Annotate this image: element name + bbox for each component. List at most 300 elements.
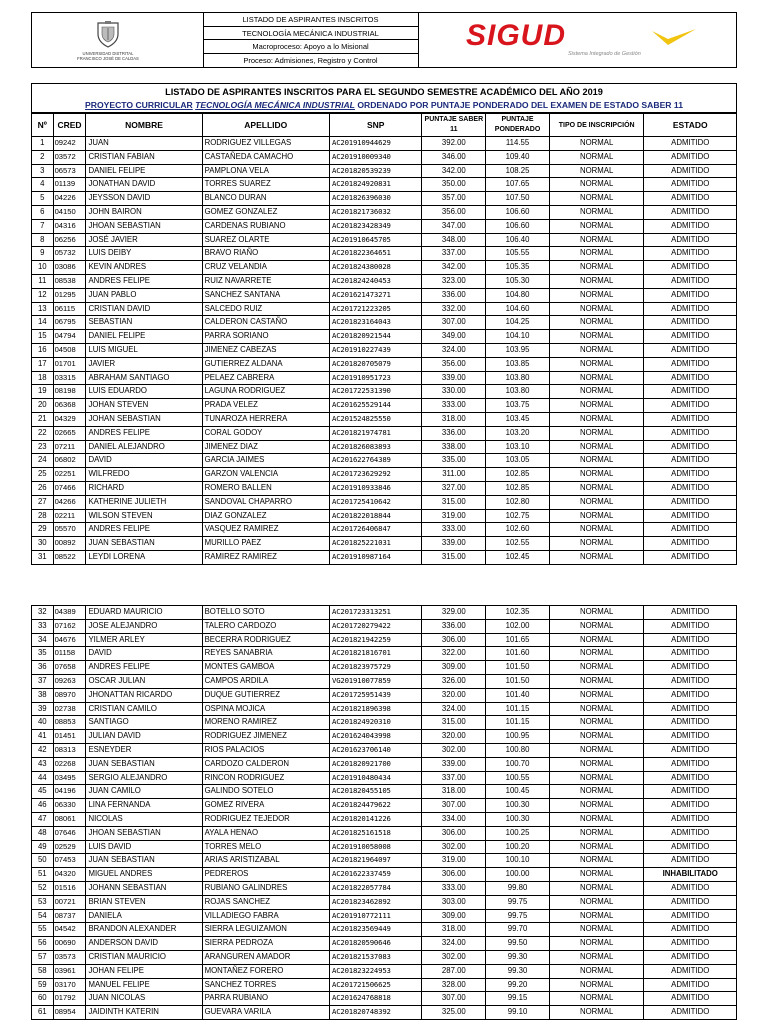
row-nombre: JUAN PABLO (86, 288, 202, 302)
row-tipo: NORMAL (549, 895, 644, 909)
row-snp: AC201825161518 (330, 826, 422, 840)
row-snp: AC201820590646 (330, 937, 422, 951)
row-tipo: NORMAL (549, 219, 644, 233)
row-nombre: MIGUEL ANDRES (86, 868, 202, 882)
row-number: 10 (32, 261, 54, 275)
row-number: 54 (32, 909, 54, 923)
row-number: 24 (32, 454, 54, 468)
row-tipo: NORMAL (549, 661, 644, 675)
row-cred: 04794 (53, 330, 86, 344)
row-tipo: NORMAL (549, 799, 644, 813)
row-estado: ADMITIDO (644, 1006, 737, 1020)
row-number: 13 (32, 302, 54, 316)
row-apellido: CARDENAS RUBIANO (202, 219, 329, 233)
row-cred: 06256 (53, 233, 86, 247)
row-nombre: CRISTIAN DAVID (86, 302, 202, 316)
university-shield-icon (94, 20, 122, 48)
row-snp: AC201821896398 (330, 702, 422, 716)
document-header (31, 12, 737, 68)
row-tipo: NORMAL (549, 178, 644, 192)
row-tipo: NORMAL (549, 288, 644, 302)
row-snp: AC201726406847 (330, 523, 422, 537)
table-row (32, 688, 737, 702)
row-tipo: NORMAL (549, 826, 644, 840)
row-cred: 01139 (53, 178, 86, 192)
row-tipo: NORMAL (549, 523, 644, 537)
row-cred: 08853 (53, 716, 86, 730)
row-cred: 04508 (53, 343, 86, 357)
row-cred: 03572 (53, 150, 86, 164)
col-header-apellido: APELLIDO (202, 114, 329, 137)
row-saber11: 325.00 (422, 1006, 486, 1020)
row-saber11: 324.00 (422, 937, 486, 951)
row-estado: ADMITIDO (644, 192, 737, 206)
row-tipo: NORMAL (549, 937, 644, 951)
row-apellido: LAGUNA RODRIGUEZ (202, 385, 329, 399)
row-nombre: OSCAR JULIAN (86, 674, 202, 688)
row-estado: ADMITIDO (644, 371, 737, 385)
row-estado: ADMITIDO (644, 247, 737, 261)
row-tipo: NORMAL (549, 978, 644, 992)
row-ponderado: 99.10 (486, 1006, 550, 1020)
row-apellido: DUQUE GUTIERREZ (202, 688, 329, 702)
row-nombre: YILMER ARLEY (86, 633, 202, 647)
row-saber11: 306.00 (422, 633, 486, 647)
row-apellido: OSPINA MOJICA (202, 702, 329, 716)
row-estado: ADMITIDO (644, 757, 737, 771)
row-tipo: NORMAL (549, 619, 644, 633)
row-nombre: LUIS EDUARDO (86, 385, 202, 399)
row-apellido: CASTAÑEDA CAMACHO (202, 150, 329, 164)
row-saber11: 346.00 (422, 150, 486, 164)
row-nombre: ABRAHAM SANTIAGO (86, 371, 202, 385)
row-nombre: JUAN (86, 137, 202, 151)
row-estado: ADMITIDO (644, 702, 737, 716)
row-cred: 06795 (53, 316, 86, 330)
row-tipo: NORMAL (549, 992, 644, 1006)
row-ponderado: 102.55 (486, 537, 550, 551)
row-number: 48 (32, 826, 54, 840)
table-row (32, 302, 737, 316)
row-number: 22 (32, 426, 54, 440)
row-saber11: 287.00 (422, 964, 486, 978)
row-estado: ADMITIDO (644, 799, 737, 813)
row-apellido: CALDERON CASTAÑO (202, 316, 329, 330)
row-saber11: 349.00 (422, 330, 486, 344)
row-estado: ADMITIDO (644, 854, 737, 868)
row-tipo: NORMAL (549, 164, 644, 178)
row-saber11: 339.00 (422, 757, 486, 771)
row-tipo: NORMAL (549, 385, 644, 399)
row-ponderado: 105.55 (486, 247, 550, 261)
col-header-cred: CRED (53, 114, 86, 137)
applicants-table-1 (31, 113, 737, 565)
row-estado: ADMITIDO (644, 178, 737, 192)
row-apellido: SUAREZ OLARTE (202, 233, 329, 247)
row-apellido: PARRA SORIANO (202, 330, 329, 344)
row-apellido: BOTELLO SOTO (202, 606, 329, 620)
row-snp: AC201721223205 (330, 302, 422, 316)
row-ponderado: 101.15 (486, 702, 550, 716)
row-saber11: 342.00 (422, 261, 486, 275)
row-apellido: RINCON RODRIGUEZ (202, 771, 329, 785)
row-ponderado: 100.30 (486, 812, 550, 826)
row-cred: 00721 (53, 895, 86, 909)
row-ponderado: 102.45 (486, 550, 550, 564)
row-nombre: RICHARD (86, 481, 202, 495)
row-number: 5 (32, 192, 54, 206)
university-logo-cell (32, 13, 204, 67)
row-number: 44 (32, 771, 54, 785)
row-saber11: 323.00 (422, 274, 486, 288)
row-number: 53 (32, 895, 54, 909)
row-estado: ADMITIDO (644, 812, 737, 826)
row-tipo: NORMAL (549, 150, 644, 164)
row-cred: 08198 (53, 385, 86, 399)
row-estado: ADMITIDO (644, 316, 737, 330)
row-ponderado: 100.20 (486, 840, 550, 854)
row-saber11: 307.00 (422, 799, 486, 813)
row-snp: AC201820141226 (330, 812, 422, 826)
row-estado: ADMITIDO (644, 978, 737, 992)
row-saber11: 336.00 (422, 426, 486, 440)
row-tipo: NORMAL (549, 302, 644, 316)
row-apellido: TORRES MELO (202, 840, 329, 854)
row-snp: AC201623706140 (330, 743, 422, 757)
row-number: 15 (32, 330, 54, 344)
row-nombre: JHOAN SEBASTIAN (86, 219, 202, 233)
row-estado: ADMITIDO (644, 205, 737, 219)
row-tipo: NORMAL (549, 233, 644, 247)
row-nombre: EDUARD MAURICIO (86, 606, 202, 620)
row-apellido: ARANGUREN AMADOR (202, 950, 329, 964)
row-estado: ADMITIDO (644, 399, 737, 413)
row-apellido: RODRIGUEZ TEJEDOR (202, 812, 329, 826)
row-saber11: 318.00 (422, 412, 486, 426)
row-nombre: LUIS DEIBY (86, 247, 202, 261)
table-row (32, 619, 737, 633)
row-estado: ADMITIDO (644, 219, 737, 233)
row-nombre: KATHERINE JULIETH (86, 495, 202, 509)
row-snp: AC201910058008 (330, 840, 422, 854)
row-number: 61 (32, 1006, 54, 1020)
row-nombre: DAVID (86, 454, 202, 468)
row-saber11: 319.00 (422, 854, 486, 868)
row-estado: ADMITIDO (644, 730, 737, 744)
table-row (32, 840, 737, 854)
row-estado: ADMITIDO (644, 509, 737, 523)
row-ponderado: 102.35 (486, 606, 550, 620)
row-cred: 05570 (53, 523, 86, 537)
row-ponderado: 99.15 (486, 992, 550, 1006)
row-number: 14 (32, 316, 54, 330)
row-ponderado: 99.30 (486, 950, 550, 964)
row-nombre: CRISTIAN FABIAN (86, 150, 202, 164)
row-apellido: TALERO CARDOZO (202, 619, 329, 633)
row-ponderado: 106.60 (486, 205, 550, 219)
row-apellido: JIMENEZ CABEZAS (202, 343, 329, 357)
row-estado: ADMITIDO (644, 385, 737, 399)
table-row (32, 909, 737, 923)
row-cred: 03315 (53, 371, 86, 385)
row-snp: AC201824920310 (330, 716, 422, 730)
row-estado: ADMITIDO (644, 164, 737, 178)
row-number: 19 (32, 385, 54, 399)
row-estado: ADMITIDO (644, 840, 737, 854)
row-nombre: WILFREDO (86, 468, 202, 482)
header-info (203, 13, 419, 67)
row-number: 16 (32, 343, 54, 357)
row-cred: 02268 (53, 757, 86, 771)
row-number: 43 (32, 757, 54, 771)
row-tipo: NORMAL (549, 909, 644, 923)
table-row (32, 964, 737, 978)
row-ponderado: 103.20 (486, 426, 550, 440)
table-row (32, 674, 737, 688)
row-ponderado: 99.50 (486, 937, 550, 951)
row-ponderado: 114.55 (486, 137, 550, 151)
row-snp: AC201822057784 (330, 881, 422, 895)
row-ponderado: 103.80 (486, 371, 550, 385)
row-cred: 08954 (53, 1006, 86, 1020)
row-ponderado: 100.30 (486, 799, 550, 813)
row-cred: 09263 (53, 674, 86, 688)
row-saber11: 309.00 (422, 909, 486, 923)
row-estado: ADMITIDO (644, 992, 737, 1006)
table-row (32, 950, 737, 964)
col-header-tipo: TIPO DE INSCRIPCIÓN (549, 114, 644, 137)
row-estado: ADMITIDO (644, 261, 737, 275)
row-tipo: NORMAL (549, 137, 644, 151)
row-snp: AC201723313251 (330, 606, 422, 620)
table-row (32, 274, 737, 288)
row-snp: AC201821736032 (330, 205, 422, 219)
row-ponderado: 102.00 (486, 619, 550, 633)
row-tipo: NORMAL (549, 964, 644, 978)
row-nombre: JHONATTAN RICARDO (86, 688, 202, 702)
row-nombre: ANDRES FELIPE (86, 426, 202, 440)
row-number: 2 (32, 150, 54, 164)
row-number: 12 (32, 288, 54, 302)
row-number: 3 (32, 164, 54, 178)
row-cred: 06573 (53, 164, 86, 178)
row-saber11: 332.00 (422, 302, 486, 316)
table-row (32, 881, 737, 895)
row-number: 8 (32, 233, 54, 247)
row-number: 39 (32, 702, 54, 716)
row-number: 52 (32, 881, 54, 895)
row-saber11: 335.00 (422, 454, 486, 468)
row-number: 42 (32, 743, 54, 757)
row-snp: AC201823569449 (330, 923, 422, 937)
table-row (32, 826, 737, 840)
row-saber11: 334.00 (422, 812, 486, 826)
row-apellido: ARIAS ARISTIZABAL (202, 854, 329, 868)
row-ponderado: 108.25 (486, 164, 550, 178)
row-cred: 07466 (53, 481, 86, 495)
row-apellido: VILLADIEGO FABRA (202, 909, 329, 923)
row-number: 28 (32, 509, 54, 523)
row-ponderado: 103.85 (486, 357, 550, 371)
row-saber11: 315.00 (422, 550, 486, 564)
row-apellido: REYES SANABRIA (202, 647, 329, 661)
row-ponderado: 103.75 (486, 399, 550, 413)
row-snp: AC201823975729 (330, 661, 422, 675)
table-row (32, 812, 737, 826)
row-number: 23 (32, 440, 54, 454)
row-ponderado: 103.05 (486, 454, 550, 468)
row-saber11: 339.00 (422, 537, 486, 551)
row-nombre: WILSON STEVEN (86, 509, 202, 523)
row-number: 34 (32, 633, 54, 647)
row-apellido: PRADA VELEZ (202, 399, 329, 413)
row-apellido: RODRIGUEZ JIMENEZ (202, 730, 329, 744)
row-estado: ADMITIDO (644, 426, 737, 440)
row-apellido: RUIZ NAVARRETE (202, 274, 329, 288)
row-cred: 01451 (53, 730, 86, 744)
table-row (32, 716, 737, 730)
row-saber11: 357.00 (422, 192, 486, 206)
row-snp: AC201824240453 (330, 274, 422, 288)
table-row (32, 895, 737, 909)
row-cred: 04542 (53, 923, 86, 937)
row-nombre: JUAN SEBASTIAN (86, 757, 202, 771)
row-saber11: 303.00 (422, 895, 486, 909)
row-snp: AC201826083893 (330, 440, 422, 454)
row-cred: 04320 (53, 868, 86, 882)
row-number: 26 (32, 481, 54, 495)
row-number: 32 (32, 606, 54, 620)
row-number: 47 (32, 812, 54, 826)
row-saber11: 302.00 (422, 950, 486, 964)
row-number: 27 (32, 495, 54, 509)
row-saber11: 350.00 (422, 178, 486, 192)
row-nombre: JOHN BAIRON (86, 205, 202, 219)
row-apellido: VASQUEZ RAMIREZ (202, 523, 329, 537)
row-cred: 06368 (53, 399, 86, 413)
row-nombre: CRISTIAN CAMILO (86, 702, 202, 716)
row-apellido: PELAEZ CABRERA (202, 371, 329, 385)
row-snp: AC201524825550 (330, 412, 422, 426)
row-number: 9 (32, 247, 54, 261)
row-estado: ADMITIDO (644, 454, 737, 468)
row-tipo: NORMAL (549, 454, 644, 468)
row-nombre: JUAN NICOLAS (86, 992, 202, 1006)
row-saber11: 302.00 (422, 743, 486, 757)
row-apellido: TORRES SUAREZ (202, 178, 329, 192)
row-estado: ADMITIDO (644, 826, 737, 840)
row-saber11: 328.00 (422, 978, 486, 992)
row-estado: ADMITIDO (644, 440, 737, 454)
row-estado: ADMITIDO (644, 468, 737, 482)
row-cred: 07658 (53, 661, 86, 675)
row-apellido: CRUZ VELANDIA (202, 261, 329, 275)
row-snp: AC201823164043 (330, 316, 422, 330)
row-estado: ADMITIDO (644, 647, 737, 661)
row-cred: 01295 (53, 288, 86, 302)
row-number: 25 (32, 468, 54, 482)
row-cred: 01516 (53, 881, 86, 895)
row-cred: 08061 (53, 812, 86, 826)
row-saber11: 338.00 (422, 440, 486, 454)
row-tipo: NORMAL (549, 716, 644, 730)
table-row (32, 992, 737, 1006)
row-saber11: 337.00 (422, 771, 486, 785)
row-snp: AC201824920831 (330, 178, 422, 192)
row-snp: AC201720279422 (330, 619, 422, 633)
row-cred: 08538 (53, 274, 86, 288)
row-cred: 00892 (53, 537, 86, 551)
row-cred: 06115 (53, 302, 86, 316)
row-estado: ADMITIDO (644, 233, 737, 247)
row-apellido: SANCHEZ TORRES (202, 978, 329, 992)
row-cred: 02665 (53, 426, 86, 440)
row-snp: AC201823224953 (330, 964, 422, 978)
row-number: 45 (32, 785, 54, 799)
row-nombre: DANIELA (86, 909, 202, 923)
table-row (32, 316, 737, 330)
row-saber11: 330.00 (422, 385, 486, 399)
row-saber11: 319.00 (422, 509, 486, 523)
row-cred: 08970 (53, 688, 86, 702)
row-snp: AC201910944629 (330, 137, 422, 151)
row-nombre: JEYSSON DAVID (86, 192, 202, 206)
row-tipo: NORMAL (549, 730, 644, 744)
row-cred: 04329 (53, 412, 86, 426)
table-row (32, 702, 737, 716)
row-nombre: JAIDINTH KATERIN (86, 1006, 202, 1020)
row-estado: ADMITIDO (644, 606, 737, 620)
row-apellido: SANDOVAL CHAPARRO (202, 495, 329, 509)
row-estado: ADMITIDO (644, 150, 737, 164)
row-cred: 04389 (53, 606, 86, 620)
row-tipo: NORMAL (549, 785, 644, 799)
row-cred: 08313 (53, 743, 86, 757)
row-cred: 06330 (53, 799, 86, 813)
row-tipo: NORMAL (549, 812, 644, 826)
row-saber11: 315.00 (422, 716, 486, 730)
row-ponderado: 101.15 (486, 716, 550, 730)
row-nombre: JOSE ALEJANDRO (86, 619, 202, 633)
row-tipo: NORMAL (549, 757, 644, 771)
row-ponderado: 101.50 (486, 674, 550, 688)
row-estado: ADMITIDO (644, 537, 737, 551)
row-saber11: 356.00 (422, 205, 486, 219)
row-snp: AC201820748392 (330, 1006, 422, 1020)
university-name: UNIVERSIDAD DISTRITAL FRANCISCO JOSÉ DE CALDAS (77, 51, 139, 61)
row-snp: AC201910987164 (330, 550, 422, 564)
row-apellido: MONTES GAMBOA (202, 661, 329, 675)
row-apellido: PEDREROS (202, 868, 329, 882)
table-body-1 (32, 137, 737, 565)
row-number: 33 (32, 619, 54, 633)
row-estado: ADMITIDO (644, 964, 737, 978)
row-snp: AC201910645705 (330, 233, 422, 247)
row-ponderado: 102.85 (486, 481, 550, 495)
col-header-snp: SNP (330, 114, 422, 137)
row-snp: AC201823462892 (330, 895, 422, 909)
row-tipo: NORMAL (549, 868, 644, 882)
applicants-table-2 (31, 605, 737, 1020)
row-saber11: 356.00 (422, 357, 486, 371)
row-number: 55 (32, 923, 54, 937)
row-cred: 03086 (53, 261, 86, 275)
row-ponderado: 102.80 (486, 495, 550, 509)
row-estado: ADMITIDO (644, 785, 737, 799)
table-row (32, 137, 737, 151)
row-ponderado: 105.30 (486, 274, 550, 288)
row-estado: ADMITIDO (644, 937, 737, 951)
